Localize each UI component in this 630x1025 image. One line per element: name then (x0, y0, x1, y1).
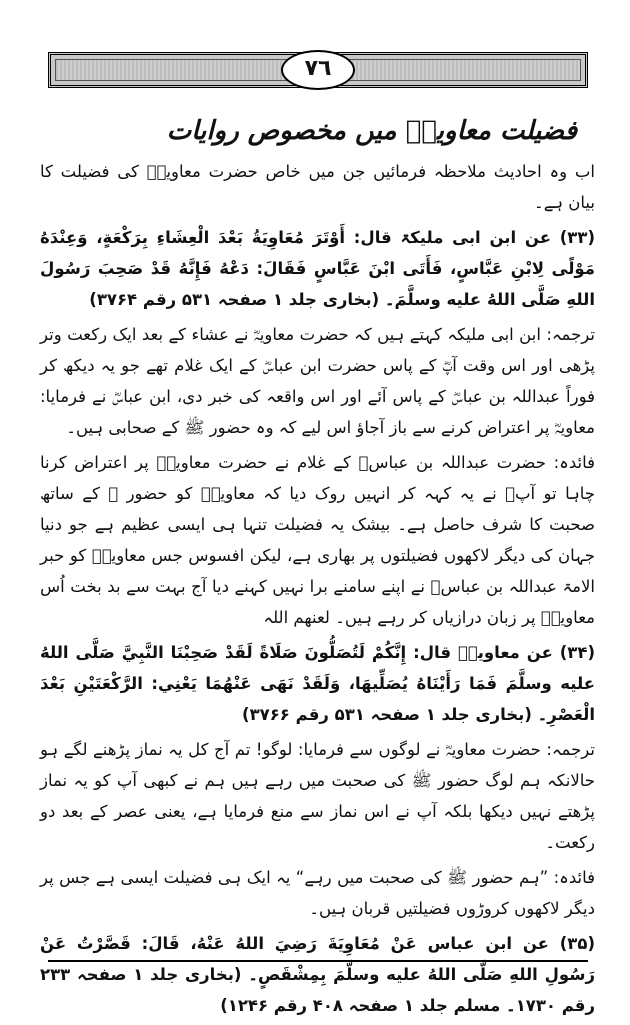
hadith-34-arabic: (۳۴) عن معاویۃؓ قال: إِنَّكُمْ لَتُصَلُّونَ صَلَاةً لَقَدْ صَحِبْنَا النَّبِيَّ صَلَّى اللهُ عليه وسلَّمَ فَمَا رَأَيْنَاهُ يُصَلِّيهَا، وَلَقَدْ نَهَى عَنْهُمَا يَعْنِي: الرَّكْعَتَيْنِ بَعْدَ الْعَصْرِ۔ (بخاری جلد ۱ صفحہ ۵۳۱ رقم ۳۷۶۶) (40, 643, 595, 724)
hadith-35-arabic: (۳۵) عن ابن عباس عَنْ مُعَاوِيَةَ رَضِيَ اللهُ عَنْهُ، قَالَ: قَصَّرْتُ عَنْ رَسُولِ اللهِ صَلَّى اللهُ عليه وسلَّمَ بِمِشْقَصٍ۔ (بخاری جلد ۱ صفحہ ۲۳۳ رقم ۱۷۳۰۔ مسلم جلد ۱ صفحہ ۴۰۸ رقم ۱۲۴۶) (40, 934, 595, 1015)
hadith-33-translation: ترجمہ: ابن ابی ملیکہ کہتے ہیں کہ حضرت معاویہؓ نے عشاء کے بعد ایک رکعت وتر پڑھی اور اس وقت آپؓ کے پاس حضرت ابن عباسؓ کے ایک غلام تھے جو یہ دیکھ کر فوراً عبداللہ بن عباسؓ کے پاس آئے اور اس واقعہ کی خبر دی، ابن عباسؓ نے فرمایا: معاویہؓ پر اعتراض کرنے سے باز آجاؤ اس لیے کہ وہ حضور ﷺ کے صحابی ہیں۔ (40, 325, 595, 437)
hadith-34-translation: ترجمہ: حضرت معاویہؓ نے لوگوں سے فرمایا: لوگو! تم آج کل یہ نماز پڑھنے لگے ہو حالانکہ ہم لوگ حضور ﷺ کی صحبت میں رہے ہیں ہم نے کبھی آپ کو یہ نماز پڑھتے نہیں دیکھا بلکہ آپ نے اس نماز سے منع فرمایا ہے، یعنی عصر کے بعد دو رکعت۔ (40, 740, 595, 852)
page-number: ٧٦ (281, 50, 355, 90)
paragraph-intro: اب وہ احادیث ملاحظہ فرمائیں جن میں خاص حضرت معاویہؓ کی فضیلت کا بیان ہے۔ (40, 162, 595, 212)
page-header-bar (48, 52, 588, 88)
footer-divider (48, 960, 588, 962)
hadith-33-arabic: (۳۳) عن ابن ابی ملیکۃ قال: أَوْتَرَ مُعَاوِيَةُ بَعْدَ الْعِشَاءِ بِرَكْعَةٍ، وَعِنْدَهُ مَوْلًى لِابْنِ عَبَّاسٍ، فَأَتَى ابْنَ عَبَّاسٍ فَقَالَ: دَعْهُ فَإِنَّهُ قَدْ صَحِبَ رَسُولَ اللهِ صَلَّى اللهُ عليه وسلَّمَ۔ (بخاری جلد ۱ صفحہ ۵۳۱ رقم ۳۷۶۴) (40, 228, 595, 309)
section-heading: فضیلت معاویہؓ میں مخصوص روایات (166, 116, 577, 146)
page-content (40, 110, 595, 1025)
hadith-34-benefit: فائدہ: ”ہم حضور ﷺ کی صحبت میں رہے“ یہ ایک ہی فضیلت ایسی ہے جس پر دیگر لاکھوں کروڑوں فضیلتیں قربان ہیں۔ (40, 868, 595, 918)
hadith-33-benefit: فائدہ: حضرت عبداللہ بن عباسؓ کے غلام نے حضرت معاویہؓ پر اعتراض کرنا چاہا تو آپؓ نے یہ کہہ کر انہیں روک دیا کہ معاویہؓ کو حضور ﷺ کے ساتھ صحبت کا شرف حاصل ہے۔ بیشک یہ فضیلت تنہا ہی ایسی عظیم ہے جو دنیا جہان کی دیگر لاکھوں فضیلتوں پر بھاری ہے، لیکن افسوس جس معاویہؓ کو حبر الامۃ عبداللہ بن عباسؓ نے اپنے سامنے برا نہیں کہنے دیا آج بہت سے بد بخت اُس معاویہؓ پر زبان درازیاں کر رہے ہیں۔ لعنھم اللہ (40, 453, 595, 627)
